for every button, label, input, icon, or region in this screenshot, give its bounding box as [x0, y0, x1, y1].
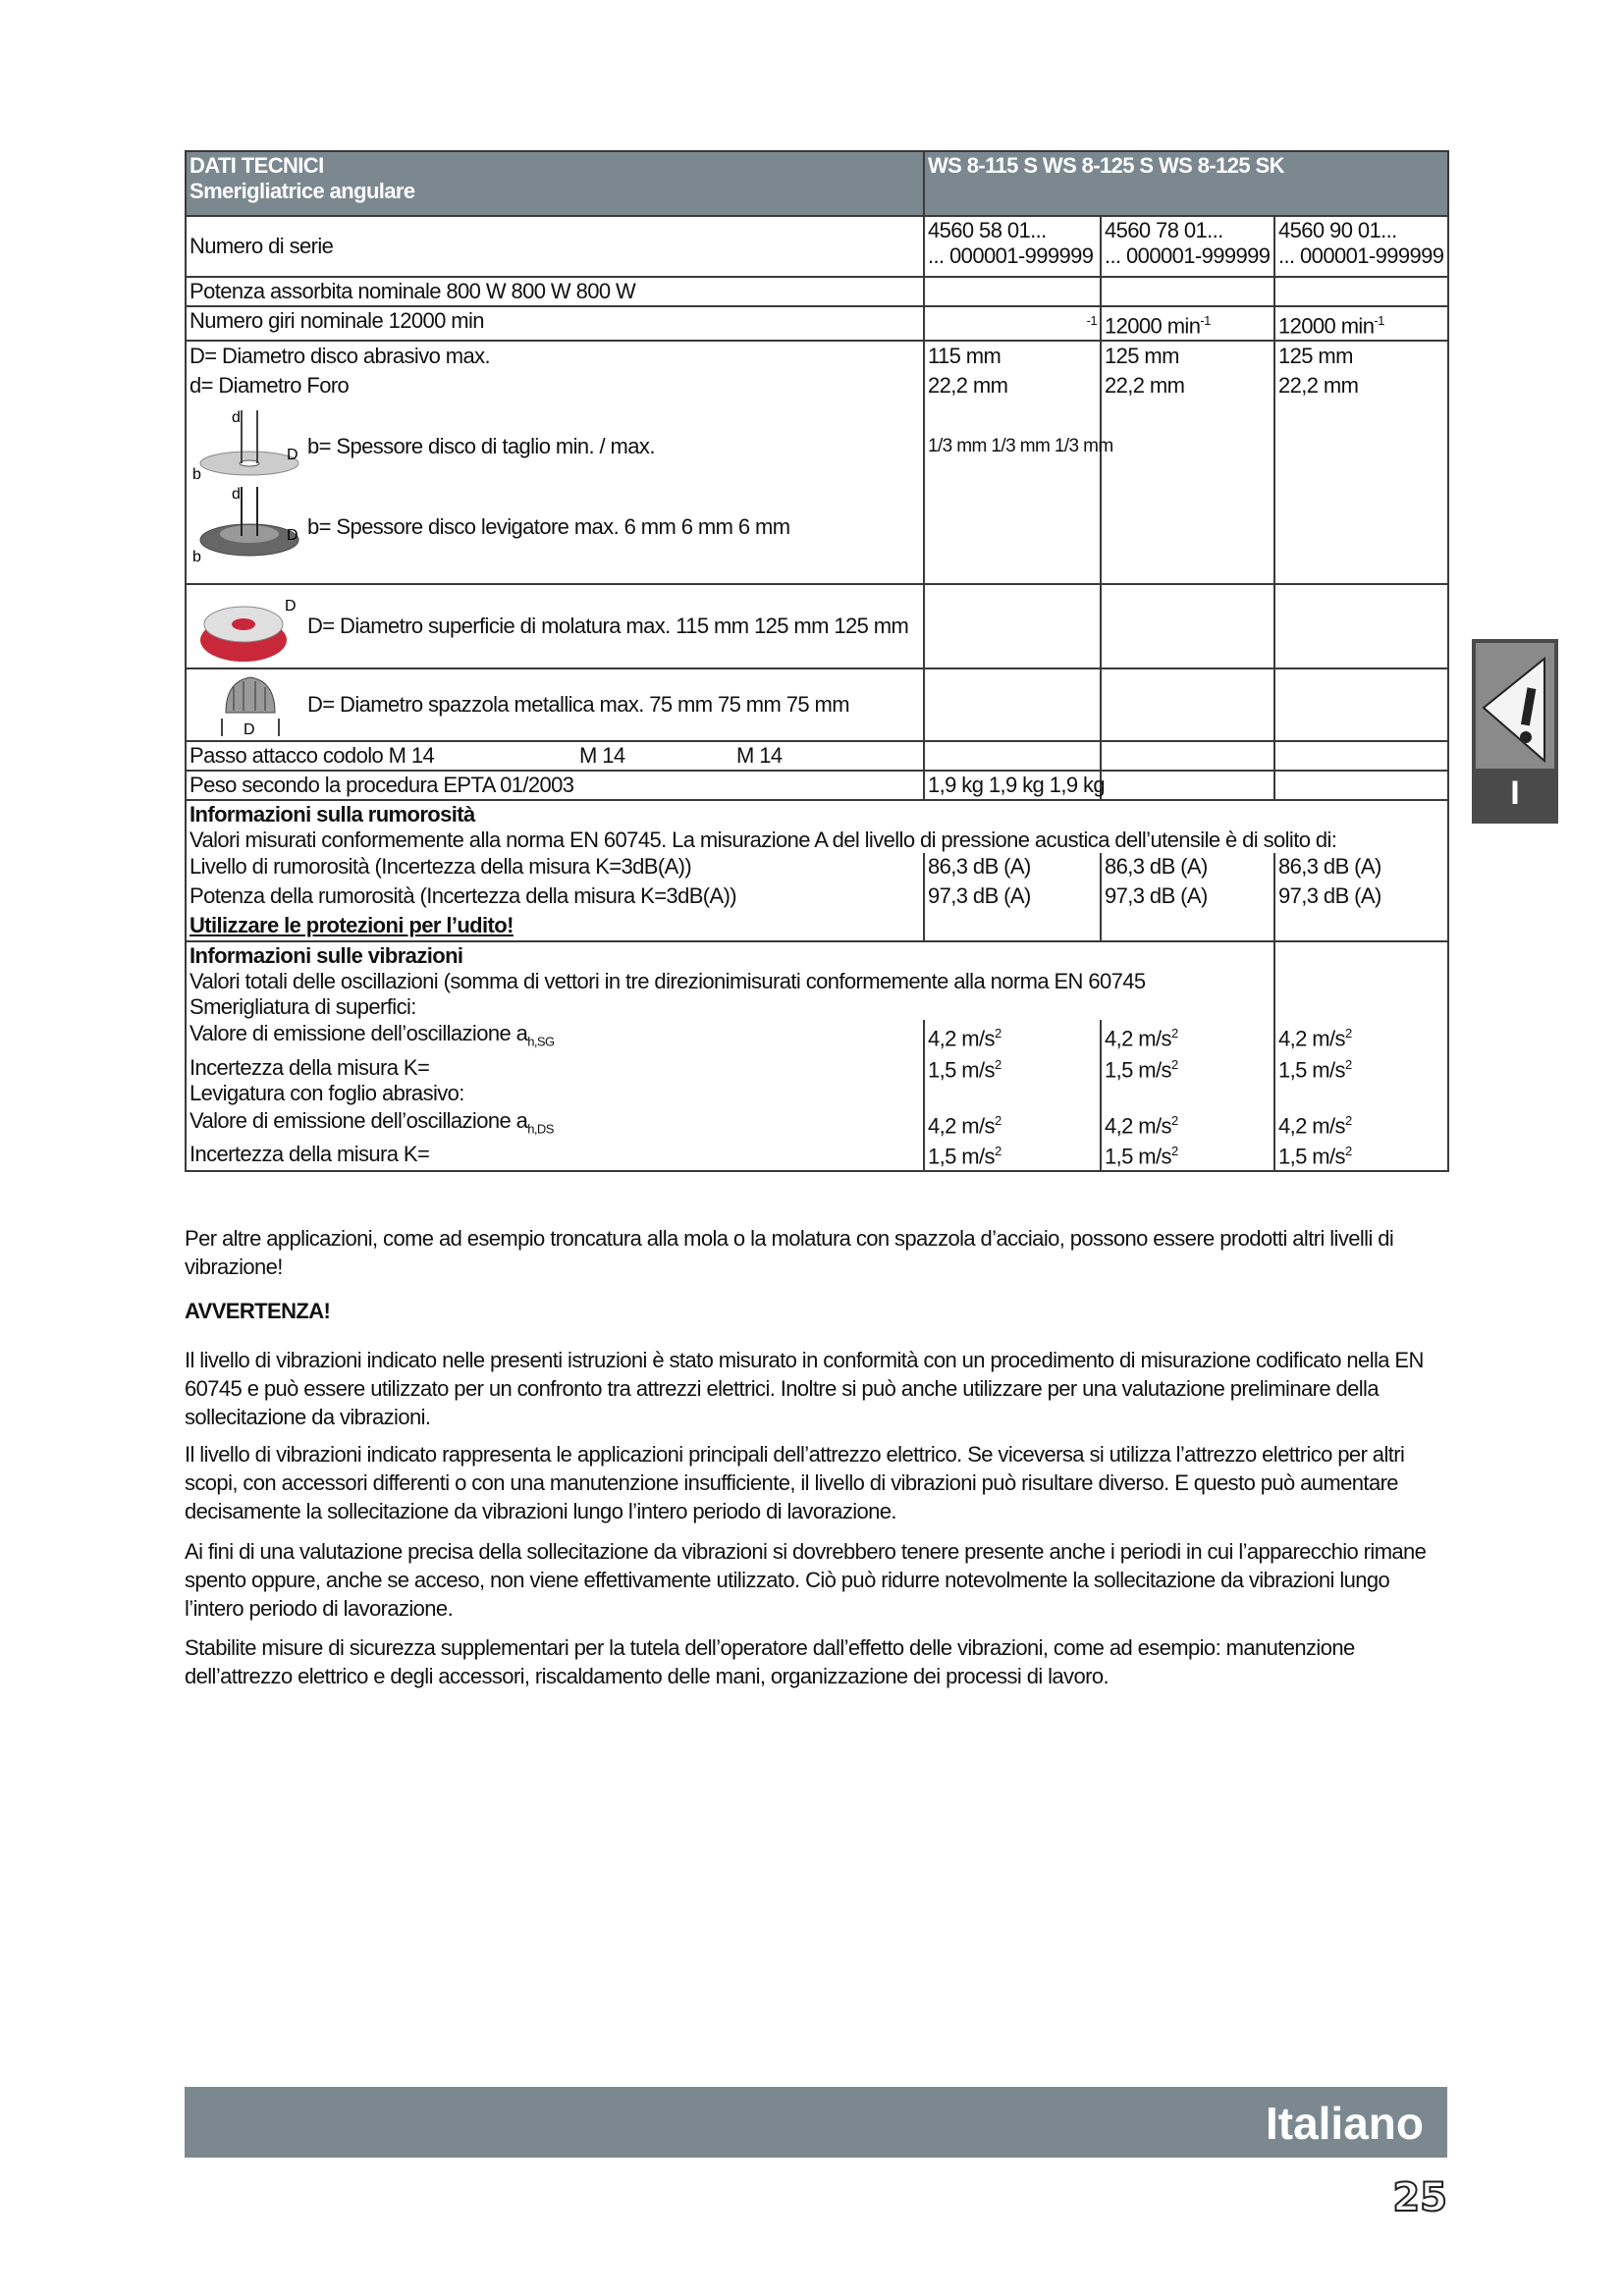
svg-text:d: d: [232, 409, 241, 427]
surface-grinding-label: Smerigliatura di superfici:: [189, 994, 416, 1020]
technical-data-table: DATI TECNICI Smerigliatrice angulare WS 8-115 S WS 8-125 S WS 8-125 SK Numero di serie 4560 58 01... ... 000001-999999 4560 78 01... ... 000001-999999 4560 90 01... ... 000001-999999 Potenza assorbita nominale 800 W 800 W 800 W Numero giri nominale 12000 min $^{-1}$ 12000 $\min^{-1}$ 12000 $\min^{-1}$ D= Diametro disco abrasivo max. d= Diametro Foro d b D b= Spessore disco di taglio min. / max. d b D b= Spessore disco levigatore max. 6 mm 6 mm 6 mm 115 mm 22,2 mm 1/3 mm 1/3 mm 1/3 mm 125 mm 22,2 mm 125 mm 22,2 mm D D= Diametro superficie di molatura max. 115 mm 125 mm 125 mm D D= Diametro spazzola metallica max. 75 mm 75 mm 75 mm Passo attacco codolo M 14 M 14 M 14 Peso secondo la procedura EPTA 01/2003 1,9 kg 1,9 kg 1,9 kg Informazioni sulla rumorosità Valori misurati conformemente alla norma EN 60745. La misurazione A del livello di pressione acustica dell’utensile è di solito di: Livello di rumorosità (Incertezza della misura K=3dB(A)) 86,3 dB (A) 86,3 dB (A) 86,3 dB (A) Potenza della rumorosità (Incertezza della misura K=3dB(A)) 97,3 dB (A) 97,3 dB (A) 97,3 dB (A) Utilizzare le protezioni per l’udito! Informazioni sulle vibrazioni Valori totali delle oscillazioni (somma di vettori in tre direzionimisurati conformemente alla norma EN 60745 Smerigliatura di superfici: Valore di emissione dell’oscillazione $a_{h,SG}$ Incertezza della misura K= Levigatura con foglio abrasivo: 4,2 $m/s^2$ 1,5 $m/s^2$ 4,2 $m/s^2$ 1,5 $m/s^2$ 4,2 $m/s^2$ 1,5 $m/s^2$ Valore di emissione dell’oscillazione $a_{h,DS}$ Incertezza della misura K= 4,2 $m/s^2$ 1,5 $m/s^2$ 4,2 $m/s^2$ 1,5 $m/s^2$ 4,2 $m/s^2$ 1,5 $m/s^2$: [185, 150, 1449, 1172]
other-applications-paragraph: Per altre applicazioni, come ad esempio troncatura alla mola o la molatura con spazzola d’acciaio, possono essere prodotti altri livelli di vibrazione!: [185, 1226, 1394, 1279]
disc-diameter-value: 125 mm: [1105, 344, 1179, 369]
noise-section: [186, 800, 1448, 853]
grinding-disc-icon: [192, 485, 300, 563]
brush-row: [186, 668, 924, 741]
disc-diameter-value: 125 mm: [1278, 344, 1353, 369]
weight-label: Peso secondo la procedura EPTA 01/2003: [186, 771, 924, 800]
serial-label: Numero di serie: [186, 216, 924, 277]
models-header: WS 8-115 S WS 8-125 S WS 8-125 SK: [924, 151, 1448, 216]
warning-heading: AVVERTENZA!: [185, 1299, 331, 1323]
weight-values: 1,9 kg 1,9 kg 1,9 kg: [924, 771, 1101, 800]
paragraph-evaluation: Ai fini di una valutazione precisa della sollecitazione da vibrazioni si dovrebbero tenere presente anche i periodi in cui l’apparecchio rimane spento oppure, anche se acceso, non viene effettivamente utilizzato. Ciò può ridurre notevolmente la sollecitazione da vibrazioni lungo l’intero periodo di lavorazione.: [185, 1539, 1427, 1621]
disc-specs-cell: D= Diametro disco abrasivo max. d= Diametro Foro d b D b= Spessore disco di taglio min. / max. d b D b= Spessore disco levigatore max. 6 mm 6 mm 6 mm: [186, 341, 924, 584]
svg-text:d: d: [232, 486, 241, 504]
sanding-diameter-label: D= Diametro superficie di molatura max. 115 mm 125 mm 125 mm: [307, 614, 909, 639]
bore-value: 22,2 mm: [928, 373, 1008, 399]
vibration-title: Informazioni sulle vibrazioni: [189, 943, 463, 969]
sanding-row: [186, 584, 924, 668]
svg-text:D: D: [287, 447, 298, 464]
paragraph-safety: Stabilite misure di sicurezza supplementari per la tutela dell’operatore dall’effetto delle vibrazioni, come ad esempio: manutenzione dell’attrezzo elettrico e degli accessori, riscaldamento delle mani, organizzazione dei processi di lavoro.: [185, 1635, 1355, 1688]
vibration-intro: Valori totali delle oscillazioni (somma di vettori in tre direzionimisurati conformemente alla norma EN 60745: [189, 969, 1146, 994]
serial-cell: 4560 90 01... ... 000001-999999: [1274, 216, 1448, 277]
table-title-cell: [186, 151, 924, 216]
speed-value: 12000 min: [1105, 313, 1201, 339]
power-row: Potenza assorbita nominale 800 W 800 W 800 W: [186, 277, 924, 306]
svg-text:D: D: [244, 721, 254, 739]
bore-value: 22,2 mm: [1105, 373, 1185, 399]
table-title: DATI TECNICI: [189, 153, 324, 178]
table-subtitle: Smerigliatrice angulare: [189, 179, 415, 203]
language-side-tab: [1472, 639, 1558, 824]
spindle-row: Passo attacco codolo M 14 M 14 M 14: [186, 741, 924, 771]
paragraph-applications: Il livello di vibrazioni indicato rappresenta le applicazioni principali dell’attrezzo elettrico. Se viceversa si utilizza l’attrezzo elettrico per altri scopi, con accessori differenti o con una manutenzione insufficiente, il livello di vibrazioni può risultare diverso. E questo può aumentare decisamente la sollecitazione da vibrazioni lungo l’intero periodo di lavorazione.: [185, 1442, 1405, 1523]
noise-level-label: Livello di rumorosità (Incertezza della misura K=3dB(A)): [186, 853, 924, 882]
speed-superscript: -1: [1086, 313, 1097, 328]
svg-text:D: D: [285, 598, 296, 615]
hearing-protection: Utilizzare le protezioni per l’udito!: [186, 912, 924, 941]
brush-diameter-label: D= Diametro spazzola metallica max. 75 mm 75 mm 75 mm: [307, 692, 849, 718]
noise-intro: Valori misurati conformemente alla norma EN 60745. La misurazione A del livello di pressione acustica dell’utensile è di solito di:: [189, 828, 1337, 853]
vibration-section: [186, 941, 1274, 1020]
speed-label: Numero giri nominale 12000 min: [186, 306, 924, 341]
paragraph-measurement: Il livello di vibrazioni indicato nelle presenti istruzioni è stato misurato in conformità con un procedimento di misurazione codificato nella EN 60745 e può essere utilizzato per un confronto tra attrezzi elettrici. Inoltre si può anche utilizzare per una valutazione preliminare della sollecitazione da vibrazioni.: [185, 1348, 1424, 1429]
page-number: 25: [1392, 2175, 1447, 2220]
cutting-disc-icon: [192, 408, 300, 483]
noise-title: Informazioni sulla rumorosità: [189, 802, 475, 828]
footer-bar: [185, 2087, 1447, 2158]
svg-text:b: b: [192, 466, 201, 484]
noise-power-label: Potenza della rumorosità (Incertezza della misura K=3dB(A)): [186, 882, 924, 912]
side-tab-letter: I: [1510, 774, 1520, 812]
svg-text:D: D: [287, 527, 298, 545]
footer-language: Italiano: [1265, 2098, 1424, 2149]
wire-brush-icon: [216, 671, 285, 740]
grind-thickness-label: b= Spessore disco levigatore max. 6 mm 6 mm 6 mm: [307, 514, 790, 540]
cut-thickness-label: b= Spessore disco di taglio min. / max.: [307, 434, 655, 459]
sanding-disc-icon: [194, 589, 300, 667]
serial-cell: 4560 78 01... ... 000001-999999: [1101, 216, 1274, 277]
svg-text:b: b: [192, 549, 201, 564]
speed-value: 12000 min: [1278, 313, 1375, 339]
disc-diameter-value: 115 mm: [928, 344, 1001, 369]
emission-sg-label: Valore di emissione dell’oscillazione $a_{h,SG}$ Incertezza della misura K= Levigatura con foglio abrasivo:: [186, 1020, 924, 1106]
bore-value: 22,2 mm: [1278, 373, 1359, 399]
cut-thickness-values: 1/3 mm 1/3 mm 1/3 mm: [928, 436, 1113, 457]
emission-ds-label: Valore di emissione dell’oscillazione $a_{h,DS}$ Incertezza della misura K=: [186, 1107, 924, 1172]
serial-cell: 4560 58 01... ... 000001-999999: [924, 216, 1101, 277]
